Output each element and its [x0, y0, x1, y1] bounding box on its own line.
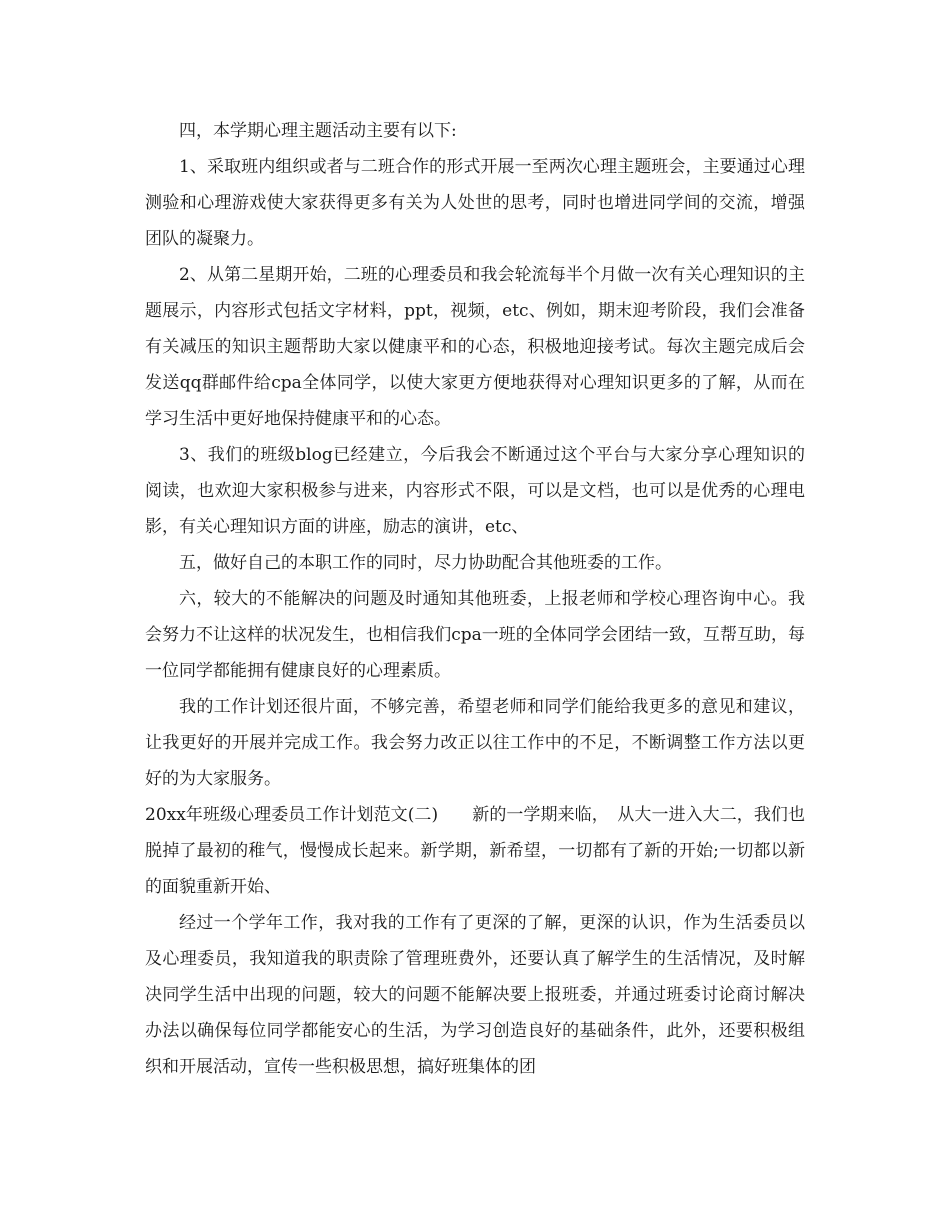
section-five-paragraph: 五，做好自己的本职工作的同时，尽力协助配合其他班委的工作。: [179, 553, 672, 573]
work-experience-paragraph: 经过一个学年工作，我对我的工作有了更深的了解，更深的认识，作为生活委员以及心理委员，我知道我的职责除了管理班费外，还要认真了解学生的生活情况，及时解决同学生活中出现的问题，较大的问题不能解决要上报班委，并通过班委讨论商讨解决办法以确保每位同学都能安心的生活，为学习创造良好的基础条件，此外，还要积极组织和开展活动，宣传一些积极思想，搞好班集体的团: [145, 913, 805, 1077]
item-three-paragraph: 3、我们的班级blog已经建立，今后我会不断通过这个平台与大家分享心理知识的阅读，也欢迎大家积极参与进来，内容形式不限，可以是文档，也可以是优秀的心理电影，有关心理知识方面的讲座，励志的演讲，etc、: [145, 445, 805, 537]
section-six-paragraph: 六，较大的不能解决的问题及时通知其他班委，上报老师和学校心理咨询中心。我会努力不让这样的状况发生，也相信我们cpa一班的全体同学会团结一致，互帮互助，每一位同学都能拥有健康良好的心理素质。: [145, 589, 805, 681]
section-four-heading: 四，本学期心理主题活动主要有以下:: [179, 121, 457, 141]
item-two-paragraph: 2、从第二星期开始，二班的心理委员和我会轮流每半个月做一次有关心理知识的主题展示，内容形式包括文字材料，ppt，视频，etc、例如，期末迎考阶段，我们会准备有关减压的知识主题帮助大家以健康平和的心态，积极地迎接考试。每次主题完成后会发送qq群邮件给cpa全体同学，以使大家更方便地获得对心理知识更多的了解，从而在学习生活中更好地保持健康平和的心态。: [145, 265, 805, 429]
closing-paragraph: 我的工作计划还很片面，不够完善，希望老师和同学们能给我更多的意见和建议，让我更好的开展并完成工作。我会努力改正以往工作中的不足，不断调整工作方法以更好的为大家服务。: [145, 697, 805, 789]
plan-two-title-paragraph: 20xx年班级心理委员工作计划范文(二) 新的一学期来临， 从大一进入大二，我们也脱掉了最初的稚气，慢慢成长起来。新学期，新希望，一切都有了新的开始;一切都以新的面貌重新开始、: [145, 805, 805, 897]
item-one-paragraph: 1、采取班内组织或者与二班合作的形式开展一至两次心理主题班会，主要通过心理测验和心理游戏使大家获得更多有关为人处世的思考，同时也增进同学间的交流，增强团队的凝聚力。: [145, 157, 805, 249]
document-page: [145, 113, 805, 1085]
